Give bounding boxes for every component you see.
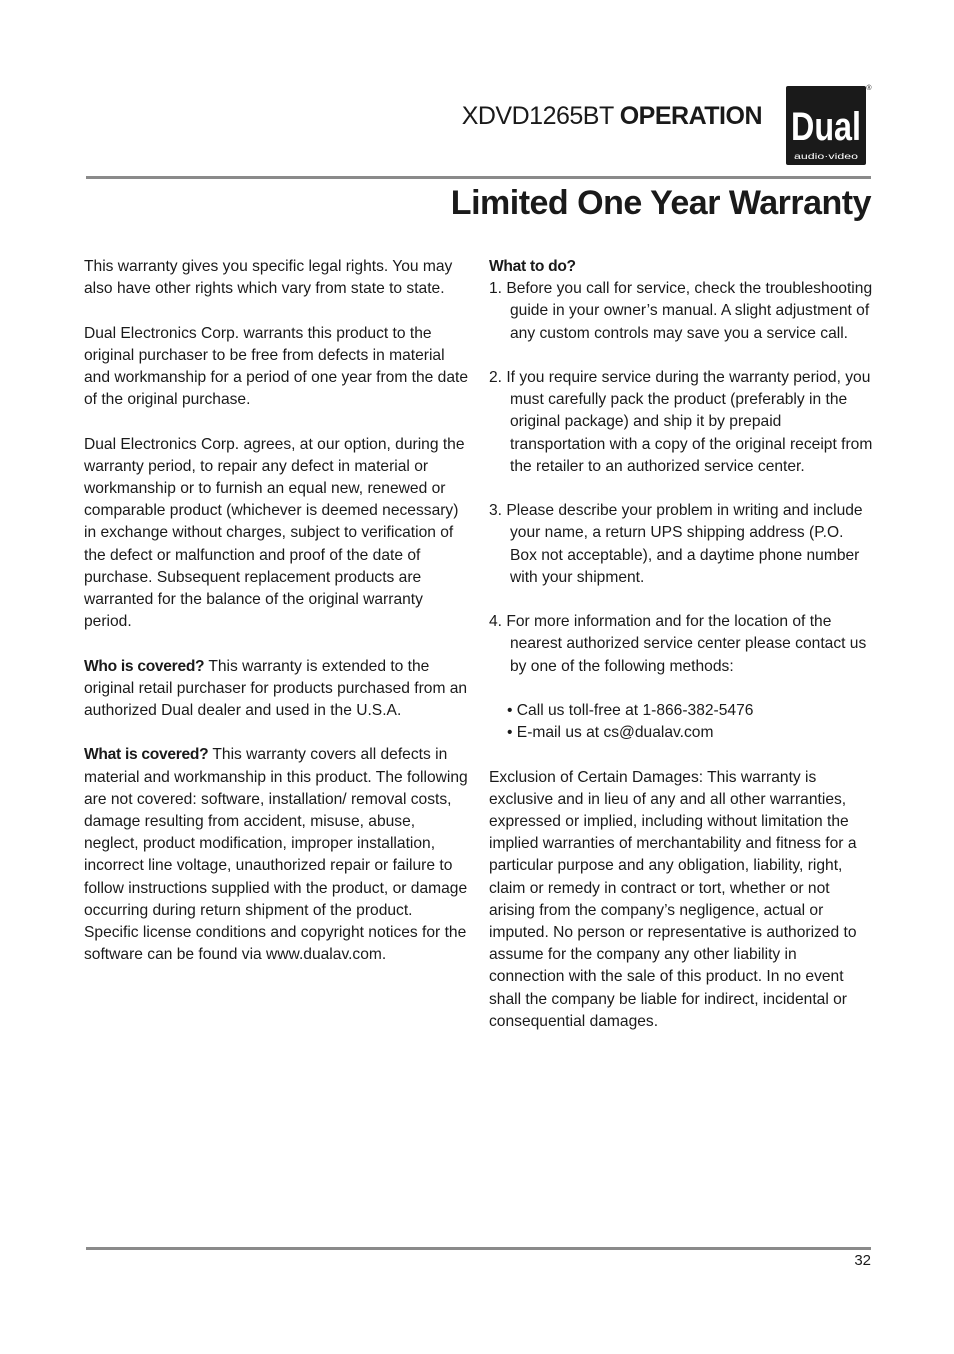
step-item: 4. For more information and for the location of the nearest authorized service center please contact us by one of the following methods: <box>489 613 867 675</box>
contact-email: • E-mail us at cs@dualav.com <box>507 722 873 744</box>
dual-logo <box>785 82 871 166</box>
footer-divider <box>86 1247 871 1250</box>
who-covered-text: This warranty is extended to the original retail purchaser for products purchased from an authorized Dual dealer and used in the U.S.A. <box>84 657 468 720</box>
left-column <box>84 256 468 989</box>
header-title <box>462 104 762 129</box>
logo-text: Dual <box>791 105 861 149</box>
page-title: Limited One Year Warranty <box>450 184 871 222</box>
step-item: 3. Please describe your problem in writing and include your name, a return UPS shipping address (P.O. Box not acceptable), and a daytime phone number with your shipment. <box>489 502 863 586</box>
what-covered-heading: What is covered? <box>84 746 209 764</box>
exclusion-paragraph: Exclusion of Certain Damages: This warranty is exclusive and in lieu of any and all other warranties, expressed or implied, including without limitation the implied warranties of merchantability and fitness for a particular purpose and any obligation, liability, right, claim or remedy in contract or tort, whether or not arising from the company’s negligence, actual or imputed. No person or representative is authorized to assume for the company any other liability in connection with the sale of this product. In no event shall the company be liable for indirect, incidental or consequential damages. <box>489 768 857 1030</box>
who-covered-paragraph <box>84 656 468 723</box>
warrant-paragraph: Dual Electronics Corp. warrants this product to the original purchaser to be free from defects in material and workmanship for a period of one year from the date of the original purchase. <box>84 324 468 409</box>
what-covered-text: This warranty covers all defects in material and workmanship in this product. The following are not covered: software, installation/ removal costs, damage resulting from accident, misuse, abuse, neglect, product modification, improper installation, incorrect line voltage, unauthorized repair or failure to follow instructions supplied with the product, or damage occurring during return shipment of the product. Specific license conditions and copyright notices for the software can be found via www.dualav.com. <box>84 746 468 964</box>
header-divider <box>86 176 871 179</box>
page-number: 32 <box>854 1252 871 1269</box>
step-item: 1. Before you call for service, check the troubleshooting guide in your owner’s manual. A slight adjustment of any custom controls may save you a service call. <box>489 280 873 342</box>
contact-methods <box>489 700 873 744</box>
contact-phone: • Call us toll-free at 1-866-382-5476 <box>507 700 873 722</box>
model-name: XDVD1265BT <box>461 102 614 130</box>
what-to-do-heading: What to do? <box>489 258 576 275</box>
registered-mark: ® <box>866 85 872 92</box>
who-covered-heading: Who is covered? <box>84 657 205 675</box>
logo-subtext: audio·video <box>794 152 859 161</box>
repair-paragraph: Dual Electronics Corp. agrees, at our option, during the warranty period, to repair any defect in material or workmanship or to furnish an equal new, renewed or comparable product (whichever is deemed necessary) in exchange without charges, subject to verification of the defect or malfunction and proof of the date of purchase. Subsequent replacement products are warranted for the balance of the original warranty period. <box>84 435 465 631</box>
intro-paragraph: This warranty gives you specific legal rights. You may also have other rights which vary from state to state. <box>84 258 453 298</box>
section-name: OPERATION <box>619 102 762 130</box>
what-covered-paragraph <box>84 744 468 966</box>
step-item: 2. If you require service during the warranty period, you must carefully pack the product (preferably in the original package) and ship it by prepaid transportation with a copy of the original receipt from the retailer to an authorized service center. <box>489 369 873 475</box>
right-column <box>489 256 873 1055</box>
